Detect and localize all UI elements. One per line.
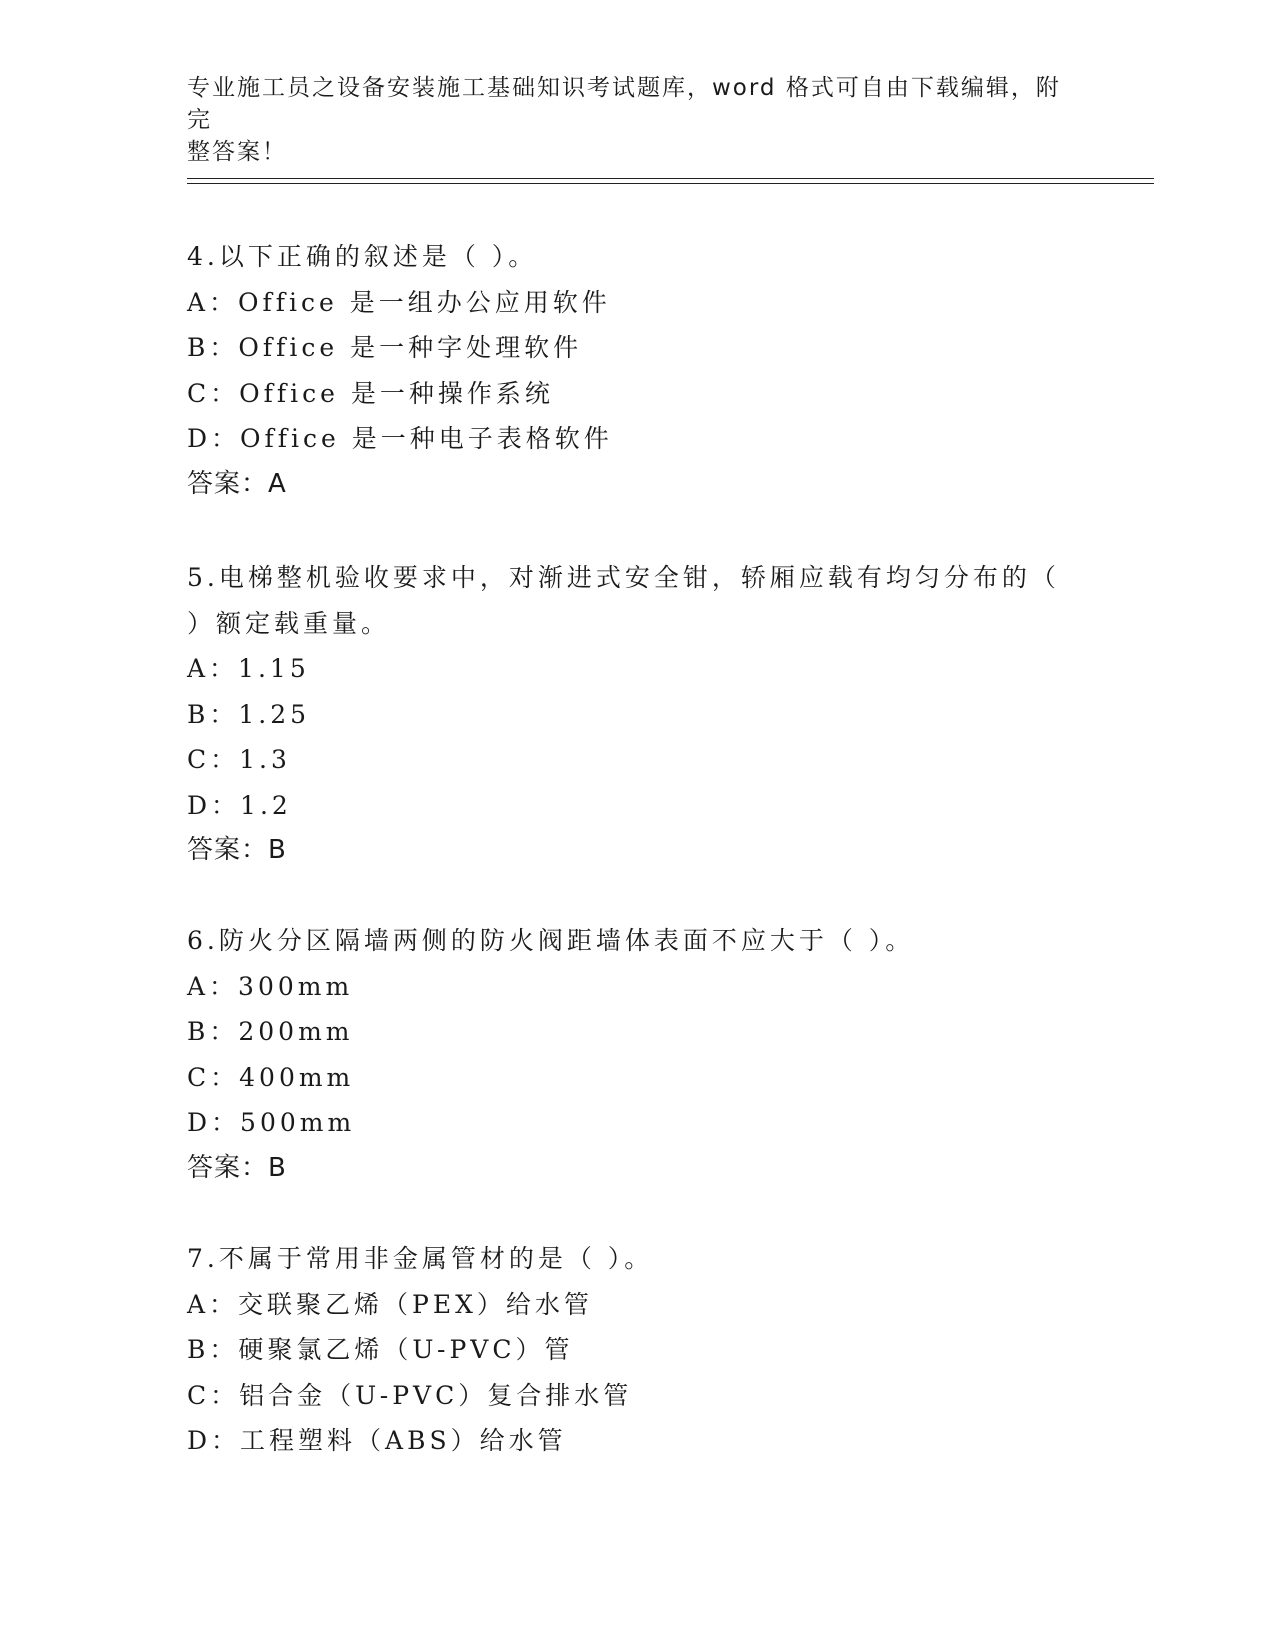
option-b: B：200mm bbox=[187, 1017, 354, 1046]
question-5 bbox=[187, 555, 1067, 874]
option-b: B：Office 是一种字处理软件 bbox=[187, 333, 583, 362]
question-stem: 6.防火分区隔墙两侧的防火阀距墙体表面不应大于（ ）。 bbox=[187, 926, 915, 955]
option-c: C：Office 是一种操作系统 bbox=[187, 378, 554, 408]
question-stem: 7.不属于常用非金属管材的是（ ）。 bbox=[187, 1244, 654, 1273]
option-a: A：300mm bbox=[187, 971, 354, 1001]
option-c: C：1.3 bbox=[187, 745, 291, 774]
header-line-2: 整答案！ bbox=[187, 139, 287, 165]
header-divider-top bbox=[187, 178, 1154, 179]
option-d: D：Office 是一种电子表格软件 bbox=[187, 424, 613, 453]
option-b: B：硬聚氯乙烯（U-PVC）管 bbox=[187, 1335, 574, 1364]
option-d: D：500mm bbox=[187, 1108, 356, 1137]
option-b: B：1.25 bbox=[187, 699, 311, 729]
question-6 bbox=[187, 918, 1067, 1191]
header-divider-bottom bbox=[187, 183, 1154, 184]
header-line-1: 专业施工员之设备安装施工基础知识考试题库，word 格式可自由下载编辑，附完 bbox=[187, 75, 1061, 133]
question-stem: 5.电梯整机验收要求中，对渐进式安全钳，轿厢应载有均匀分布的（ ）额定载重量。 bbox=[187, 563, 1060, 638]
question-7 bbox=[187, 1236, 1067, 1464]
question-stem: 4.以下正确的叙述是（ ）。 bbox=[187, 242, 538, 271]
document-header bbox=[187, 72, 1067, 168]
answer-text: 答案：B bbox=[187, 835, 287, 865]
question-4 bbox=[187, 234, 1067, 507]
option-c: C：铝合金（U-PVC）复合排水管 bbox=[187, 1380, 633, 1410]
answer-text: 答案：A bbox=[187, 468, 287, 499]
option-a: A：交联聚乙烯（PEX）给水管 bbox=[187, 1289, 593, 1319]
option-a: A：1.15 bbox=[187, 654, 310, 683]
option-a: A：Office 是一组办公应用软件 bbox=[187, 287, 611, 317]
option-c: C：400mm bbox=[187, 1062, 355, 1092]
answer-text: 答案：B bbox=[187, 1152, 287, 1183]
option-d: D：1.2 bbox=[187, 790, 292, 820]
option-d: D：工程塑料（ABS）给水管 bbox=[187, 1426, 567, 1455]
